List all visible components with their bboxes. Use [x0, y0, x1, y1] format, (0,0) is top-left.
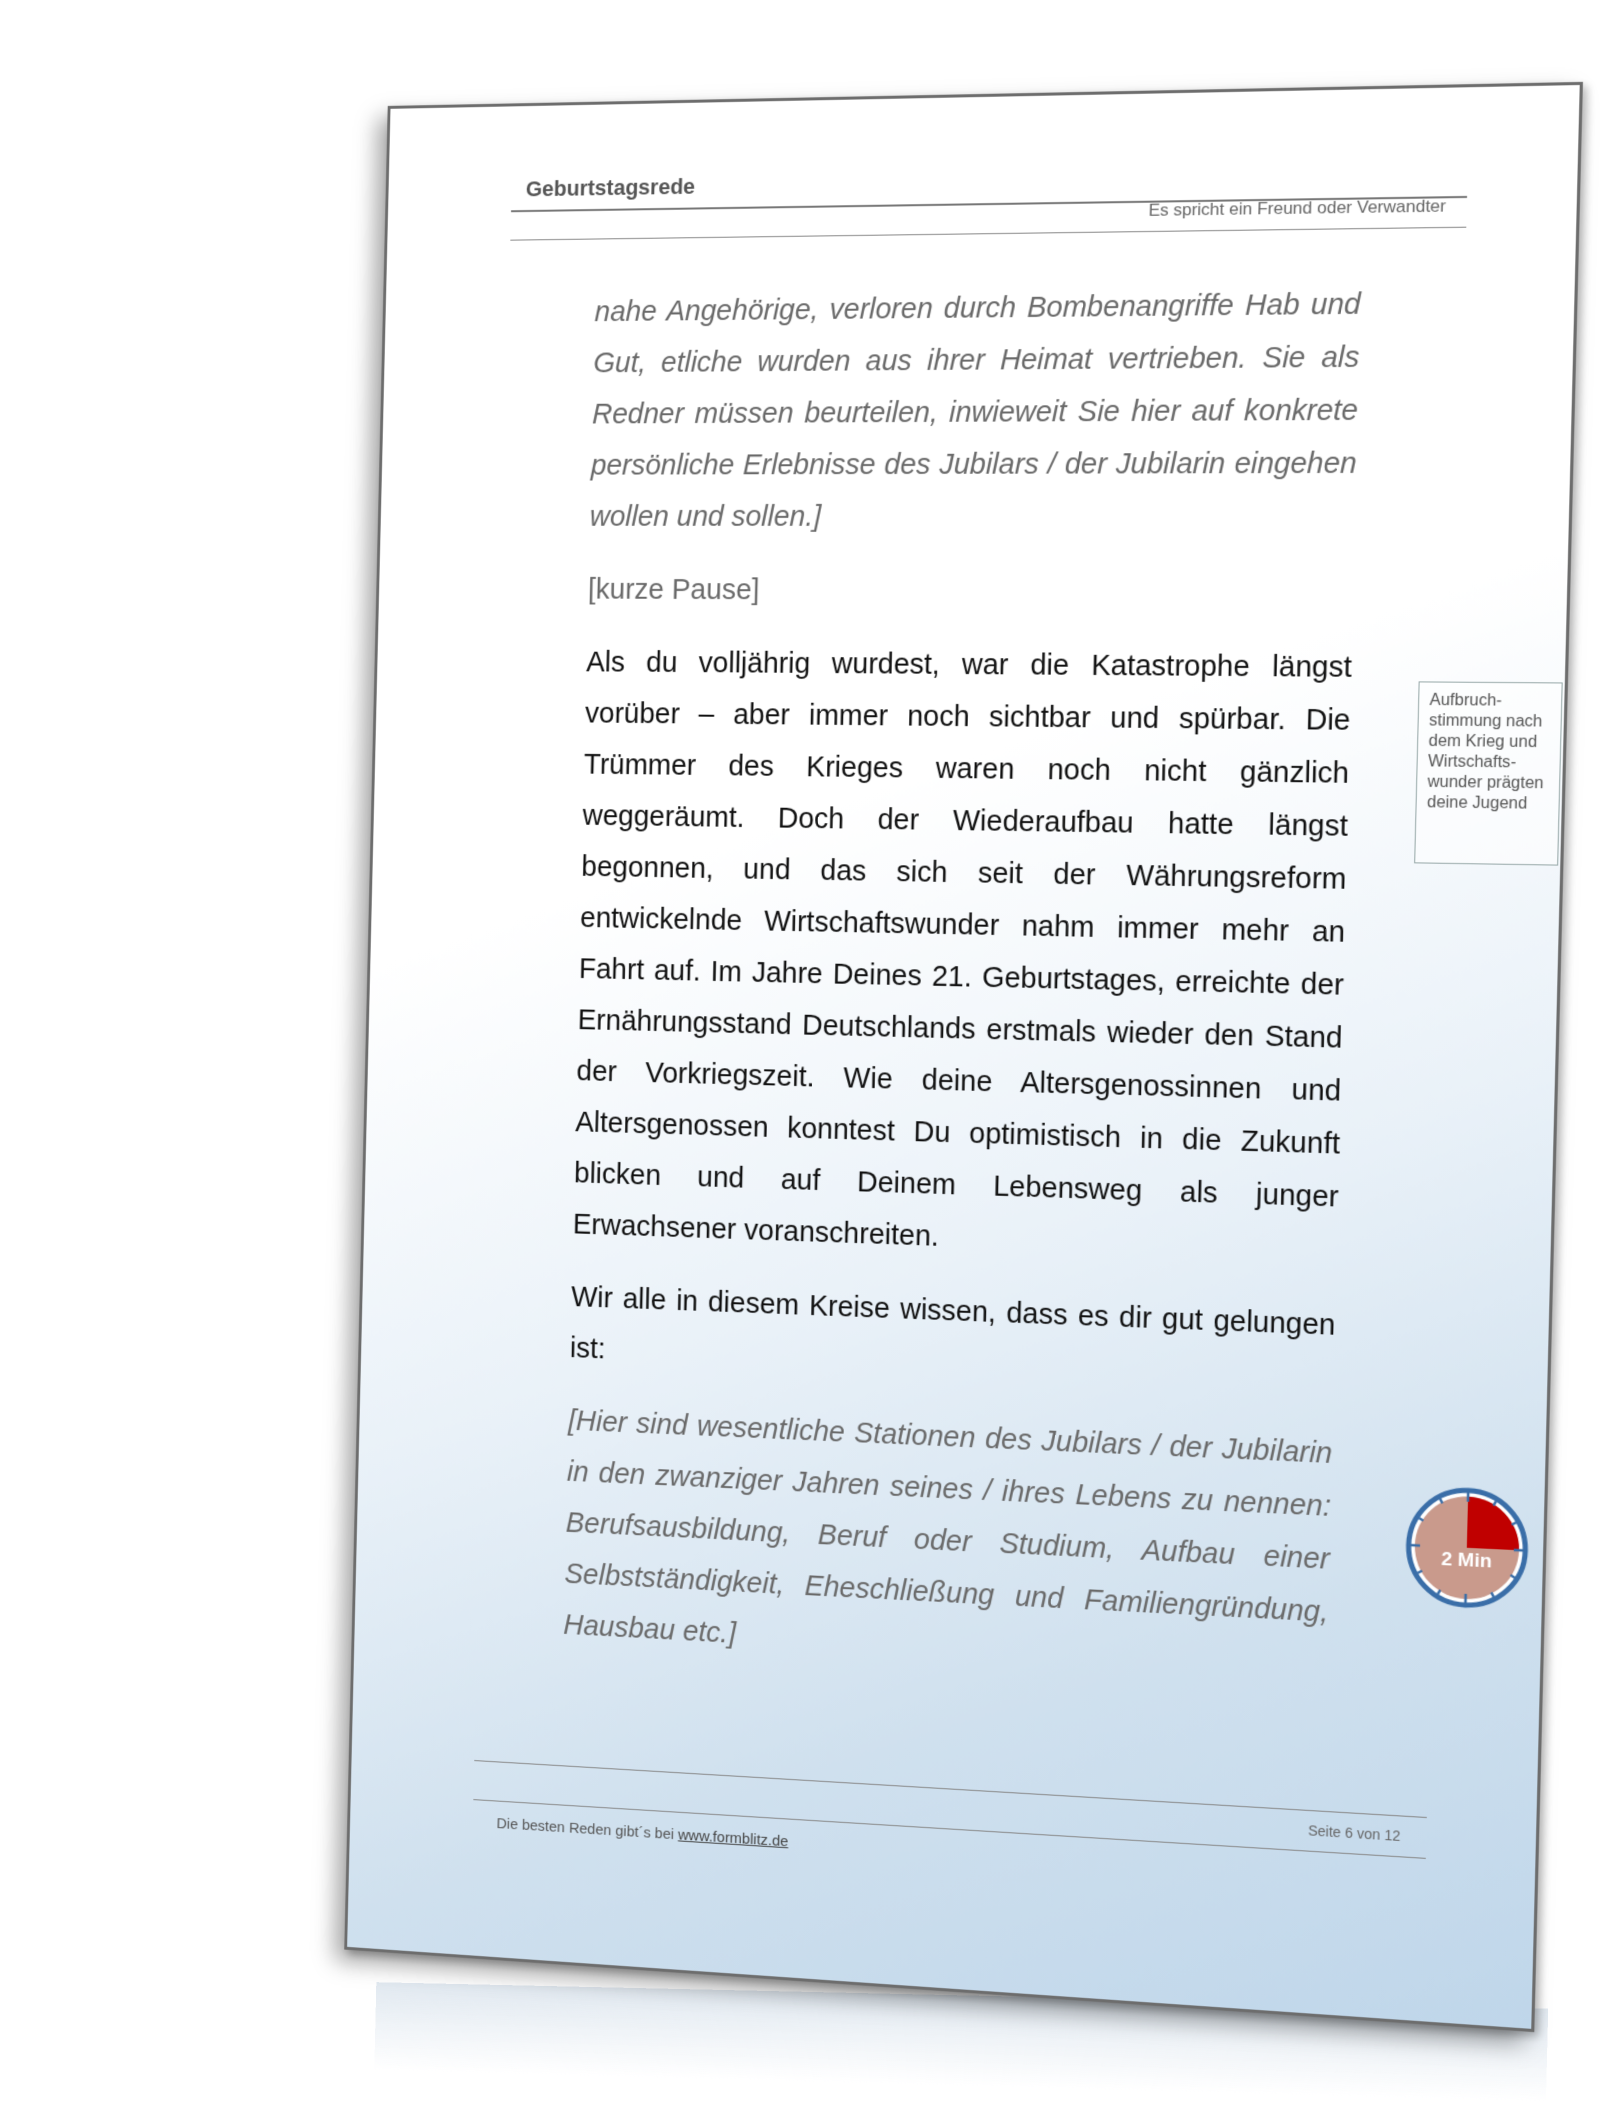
timer-icon	[1403, 1484, 1531, 1613]
footer-divider	[474, 1760, 1427, 1818]
instruction-hint: [Hier sind wesentliche Stationen des Jubilars / der Jubilarin in den zwanziger Jahren seines / ihres Lebens zu nennen: Berufsausbildung, Beruf oder Studium, Aufbau einer Selbstständigkeit, Eheschließung und Familiengründung, Hausbau etc.]	[563, 1395, 1333, 1692]
speech-body	[562, 278, 1361, 1714]
speech-paragraph: Wir alle in diesem Kreise wissen, dass es dir gut gelungen ist:	[569, 1272, 1336, 1405]
instruction-hint: nahe Angehörige, verloren durch Bombenangriffe Hab und Gut, etliche wurden aus ihrer Heimat vertrieben. Sie als Redner müssen beurteilen, inwieweit Sie hier auf konkrete persönliche Erlebnisse des Jubilars / der Jubilarin eingehen wollen und sollen.]	[589, 278, 1361, 543]
footer-ad-text: Die besten Reden gibt´s bei	[496, 1815, 678, 1843]
footer-ad-link[interactable]: www.formblitz.de	[678, 1827, 789, 1851]
document-page	[344, 82, 1583, 2032]
header-title: Geburtstagsrede	[526, 174, 696, 202]
margin-note: Aufbruchstimmung nach dem Krieg und Wirtschaftswunder prägten deine Jugend	[1414, 681, 1563, 865]
page-number: Seite 6 von 12	[1308, 1822, 1401, 1844]
header-divider-lower	[510, 227, 1466, 241]
pause-marker: [kurze Pause]	[587, 564, 1354, 619]
footer-ad	[496, 1815, 788, 1850]
timer-label: 2 Min	[1441, 1547, 1492, 1571]
speech-paragraph: Als du volljährig wurdest, war die Katastrophe längst vorüber – aber immer noch sichtbar und spürbar. Die Trümmer des Krieges waren noch nicht gänzlich weggeräumt. Doch der Wiederaufbau hatte längst begonnen, und das sich seit der Währungsreform entwickelnde Wirtschaftswunder nahm immer mehr an Fahrt auf. Im Jahre Deines 21. Geburtstages, erreichte der Ernährungsstand Deutschlands erstmals wieder den Stand der Vorkriegszeit. Wie deine Altersgenossinnen und Altersgenossen konntest Du optimistisch in die Zukunft blicken und auf Deinem Lebensweg als junger Erwachsener voranschreiten.	[572, 637, 1352, 1277]
header-subtitle: Es spricht ein Freund oder Verwandter	[1148, 196, 1446, 221]
